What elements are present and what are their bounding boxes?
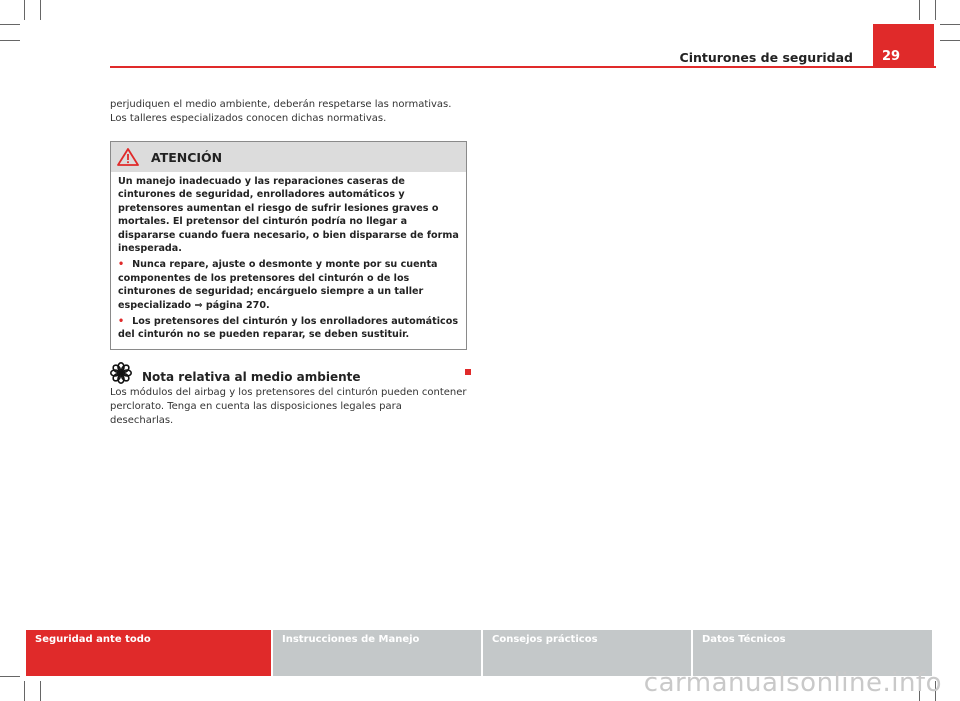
tab-datos-tecnicos[interactable]: Datos Técnicos: [693, 630, 932, 676]
warning-bullet-text: Nunca repare, ajuste o desmonte y monte por su cuenta componentes de los pretensores del cinturón o de los cinturones de seguridad; encárguelo siempre a un taller especializado ⇒ página 270.: [118, 259, 438, 311]
tab-instrucciones-de-manejo[interactable]: Instrucciones de Manejo: [273, 630, 481, 676]
bullet-icon: •: [118, 316, 125, 328]
crop-mark: [24, 681, 25, 701]
crop-mark: [919, 0, 920, 20]
environment-note-text: Los módulos del airbag y los pretensores del cinturón pueden contener perclorato. Tenga en cuenta las disposiciones legales para desecharlas.: [110, 386, 467, 426]
flower-environment-icon: [110, 362, 132, 384]
crop-mark: [0, 24, 20, 25]
intro-paragraph: perjudiquen el medio ambiente, deberán respetarse las normativas. Los talleres especializados conocen dichas normativas.: [110, 99, 452, 124]
tab-seguridad-ante-todo[interactable]: Seguridad ante todo: [26, 630, 271, 676]
warning-body: [111, 172, 466, 349]
page-number: 29: [873, 24, 934, 68]
crop-mark: [0, 676, 20, 677]
main-content: [110, 98, 467, 428]
environment-note-header: [110, 362, 467, 384]
bullet-icon: •: [118, 259, 125, 271]
crop-mark: [0, 40, 20, 41]
warning-triangle-icon: [117, 148, 139, 166]
header-rule: [110, 66, 936, 68]
crop-mark: [40, 0, 41, 20]
environment-note-title: Nota relativa al medio ambiente: [142, 369, 361, 384]
crop-mark: [40, 681, 41, 701]
warning-paragraph: Un manejo inadecuado y las reparaciones caseras de cinturones de seguridad, enrolladores automáticos y pretensores aumentan el riesgo de sufrir lesiones graves o mortales. El pretensor del cinturón podría no llegar a dispararse cuando fuera necesario, o bien dispararse de forma inesperada.: [118, 176, 459, 255]
warning-box: [110, 141, 467, 350]
section-end-marker: [465, 369, 471, 375]
crop-mark: [940, 24, 960, 25]
crop-mark: [940, 40, 960, 41]
warning-bullet: [118, 258, 459, 312]
tab-consejos-practicos[interactable]: Consejos prácticos: [483, 630, 691, 676]
warning-bullet: [118, 315, 459, 342]
warning-title: ATENCIÓN: [151, 149, 223, 165]
crop-mark: [935, 0, 936, 20]
crop-mark: [24, 0, 25, 20]
warning-header: [111, 142, 466, 172]
section-title: Cinturones de seguridad: [679, 50, 853, 65]
watermark: carmanualsonline.info: [643, 668, 942, 698]
warning-bullet-text: Los pretensores del cinturón y los enrolladores automáticos del cinturón no se pueden reparar, se deben sustituir.: [118, 316, 459, 341]
